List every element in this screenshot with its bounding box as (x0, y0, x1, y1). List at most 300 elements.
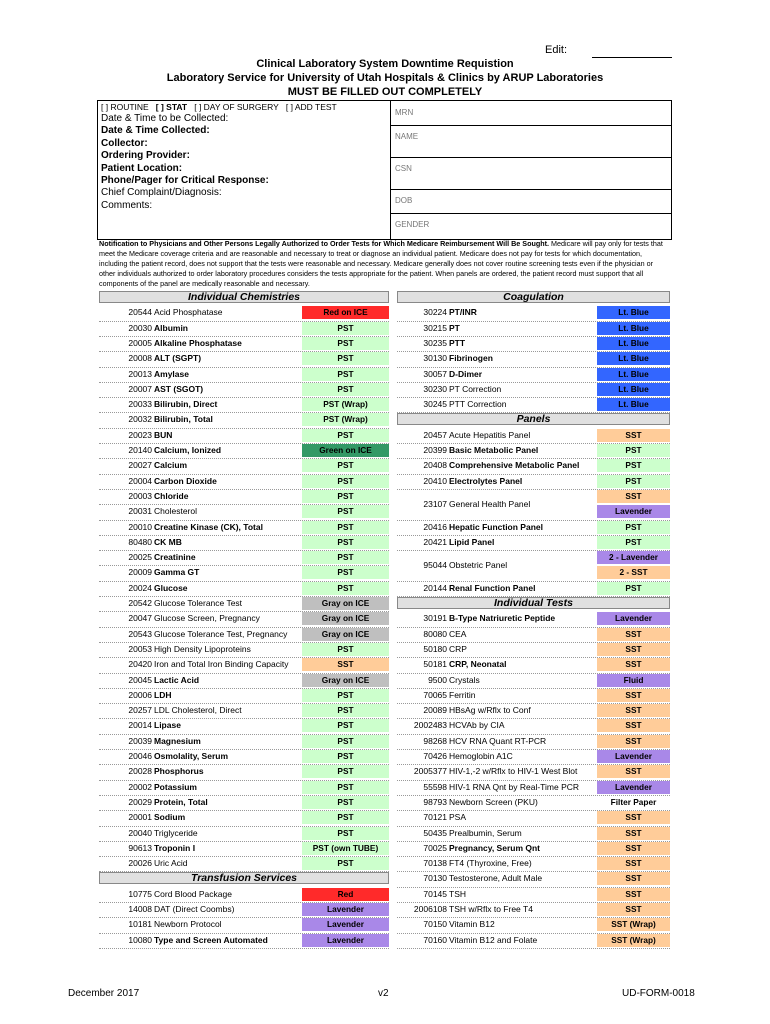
test-row[interactable] (397, 887, 670, 902)
day-of-surgery-checkbox[interactable]: [ ] DAY OF SURGERY (194, 102, 279, 112)
test-name: Type and Screen Automated (154, 934, 268, 945)
test-row[interactable] (397, 703, 670, 718)
tube-type: PST (302, 429, 389, 442)
tube-type: SST (597, 490, 670, 503)
test-row[interactable] (99, 887, 389, 902)
info-field-1[interactable]: Date & Time Collected: (101, 125, 210, 137)
test-row[interactable] (397, 871, 670, 886)
test-row[interactable] (99, 321, 389, 336)
test-name: PT Correction (449, 383, 502, 394)
test-code: 20001 (128, 812, 152, 823)
test-row[interactable] (397, 826, 670, 841)
tube-type: Lt. Blue (597, 398, 670, 411)
tube-type: PST (302, 352, 389, 365)
test-code: 80480 (128, 536, 152, 547)
test-name: HCVAb by CIA (449, 720, 505, 731)
tube-type: PST (597, 459, 670, 472)
add-test-checkbox[interactable]: [ ] ADD TEST (285, 102, 337, 112)
test-code: 20421 (423, 536, 447, 547)
test-row[interactable] (397, 428, 670, 443)
test-code: 20040 (128, 827, 152, 838)
tube-type: Lavender (597, 750, 670, 763)
test-code: 20542 (128, 598, 152, 608)
tube-type: PST (302, 857, 389, 870)
tube-type: PST (302, 827, 389, 840)
test-row[interactable] (99, 642, 389, 657)
test-row[interactable] (99, 596, 389, 611)
test-row[interactable] (99, 550, 389, 565)
tube-type: PST (302, 383, 389, 396)
section-header: Transfusion Services (99, 872, 389, 884)
tube-type: PST (302, 796, 389, 809)
test-row[interactable] (99, 305, 389, 320)
patient-mrn-field[interactable]: MRN (395, 108, 414, 117)
tube-type: Gray on ICE (302, 674, 389, 687)
tube-type: Lavender (597, 612, 670, 625)
patient-name-field[interactable]: NAME (395, 132, 419, 141)
info-divider (391, 189, 671, 190)
test-row[interactable] (397, 718, 670, 733)
tube-type: PST (302, 750, 389, 763)
test-row[interactable] (99, 351, 389, 366)
tube-type: Lavender (302, 903, 389, 916)
info-divider (391, 213, 671, 214)
test-row[interactable] (397, 902, 670, 917)
tube-type: SST (597, 429, 670, 442)
test-code: 20089 (423, 705, 447, 716)
test-row[interactable] (397, 367, 670, 382)
test-name: D-Dimer (449, 368, 483, 379)
tube-type: PST (302, 566, 389, 579)
test-code: 50181 (423, 659, 447, 670)
test-row[interactable] (99, 917, 389, 932)
test-code: 20029 (128, 796, 152, 807)
tube-type: PST (302, 582, 389, 595)
test-row[interactable] (397, 305, 670, 320)
test-name: Uric Acid (154, 858, 188, 869)
tube-type: SST (597, 628, 670, 641)
tube-type: PST (302, 704, 389, 717)
test-row[interactable] (99, 826, 389, 841)
test-code: 20002 (128, 781, 152, 792)
test-row[interactable] (99, 856, 389, 871)
test-code: 20140 (128, 445, 152, 455)
test-name: Magnesium (154, 735, 201, 746)
test-code: 20046 (128, 751, 152, 761)
tube-type: Green on ICE (302, 444, 389, 457)
tube-type: PST (302, 459, 389, 472)
section-header: Coagulation (397, 291, 670, 303)
section-header: Individual Tests (397, 597, 670, 609)
test-row[interactable] (397, 657, 670, 672)
test-row[interactable] (397, 734, 670, 749)
test-row[interactable] (99, 734, 389, 749)
patient-gender-field[interactable]: GENDER (395, 220, 430, 229)
tube-type: Lt. Blue (597, 337, 670, 350)
test-row[interactable] (397, 795, 670, 810)
test-code: 20005 (128, 337, 152, 348)
test-name: LDH (154, 689, 172, 700)
test-name: HCV RNA Quant RT-PCR (449, 735, 547, 746)
tube-type: PST (302, 765, 389, 778)
notice-heading: Notification to Physicians and Other Persons Legally Authorized to Order Tests for Which Medicare Reimbursement Will Be Sought. (99, 239, 550, 248)
test-row[interactable] (397, 933, 670, 948)
test-name: Bilirubin, Direct (154, 399, 218, 410)
form-subtitle: Laboratory Service for University of Utah Hospitals & Clinics by ARUP Laboratories (166, 72, 604, 84)
test-name: HIV-1,-2 w/Rflx to HIV-1 West Blot (449, 766, 578, 777)
test-row[interactable] (397, 458, 670, 473)
test-name: Acute Hepatitis Panel (449, 429, 531, 440)
test-row[interactable] (99, 688, 389, 703)
tube-type: PST (Wrap) (302, 398, 389, 411)
test-row[interactable] (397, 841, 670, 856)
test-row[interactable] (99, 535, 389, 550)
section-header: Panels (397, 413, 670, 425)
test-name: CK MB (154, 536, 182, 547)
test-name: Phosphorus (154, 766, 204, 777)
test-name: Glucose Screen, Pregnancy (154, 613, 260, 624)
test-name: ALT (SGPT) (154, 353, 202, 364)
test-code: 20030 (128, 322, 152, 333)
test-code: 20032 (128, 414, 152, 425)
tube-type: PST (Wrap) (302, 413, 389, 426)
tube-type: SST (597, 735, 670, 748)
test-name: B-Type Natriuretic Peptide (449, 613, 556, 624)
test-name: Comprehensive Metabolic Panel (449, 460, 580, 471)
test-name: Newborn Protocol (154, 919, 222, 930)
test-name: Newborn Screen (PKU) (449, 796, 538, 807)
test-name: BUN (154, 429, 173, 440)
test-row[interactable] (397, 627, 670, 642)
test-row[interactable] (397, 336, 670, 351)
tube-type: SST (597, 689, 670, 702)
test-code: 9500 (428, 674, 447, 685)
test-code: 20053 (128, 643, 152, 654)
tube-type: PST (302, 337, 389, 350)
test-code: 20144 (423, 582, 447, 593)
test-name: PT/INR (449, 307, 477, 318)
test-row[interactable] (397, 443, 670, 458)
test-row[interactable] (99, 520, 389, 535)
test-name: Carbon Dioxide (154, 475, 217, 486)
priority-row (101, 102, 337, 112)
test-row[interactable] (397, 749, 670, 764)
test-name: Basic Metabolic Panel (449, 445, 539, 455)
test-row[interactable] (99, 780, 389, 795)
tube-type: SST (597, 857, 670, 870)
info-field-5[interactable]: Phone/Pager for Critical Response: (101, 175, 269, 186)
tube-type: SST (Wrap) (597, 934, 670, 947)
test-code: 20008 (128, 353, 152, 364)
test-code: 20420 (128, 659, 152, 670)
test-row[interactable] (397, 581, 670, 596)
test-code: 20007 (128, 383, 152, 394)
test-code: 20039 (128, 735, 152, 746)
tube-type: Lavender (302, 918, 389, 931)
test-code: 98793 (423, 796, 447, 807)
tube-type: SST (597, 658, 670, 671)
info-field-3[interactable]: Ordering Provider: (101, 150, 190, 162)
test-row[interactable] (99, 749, 389, 764)
test-name: PTT Correction (449, 399, 507, 410)
test-row[interactable] (99, 428, 389, 443)
test-code: 70138 (423, 858, 447, 869)
tube-type: Gray on ICE (302, 628, 389, 641)
tube-type: SST (597, 827, 670, 840)
test-name: Alkaline Phosphatase (154, 337, 242, 348)
test-name: Vitamin B12 and Folate (449, 934, 538, 945)
test-row[interactable] (99, 412, 389, 427)
test-row[interactable] (99, 336, 389, 351)
test-row[interactable] (99, 397, 389, 412)
tube-type: Filter Paper (610, 796, 657, 807)
test-code: 10775 (128, 888, 152, 899)
test-code: 30191 (423, 613, 447, 624)
test-row[interactable] (397, 535, 670, 550)
test-code: 20026 (128, 858, 152, 869)
test-code: 23107 (423, 498, 447, 509)
tube-type-secondary: 2 - SST (597, 566, 670, 579)
test-name: Testosterone, Adult Male (449, 873, 543, 884)
test-code: 20416 (423, 521, 447, 532)
test-name: DAT (Direct Coombs) (154, 904, 235, 914)
info-field-7[interactable]: Comments: (101, 199, 153, 211)
test-name: FT4 (Thyroxine, Free) (449, 858, 532, 869)
test-row[interactable] (397, 520, 670, 535)
test-name: Chloride (154, 490, 189, 501)
test-row[interactable] (397, 382, 670, 397)
test-code: 10181 (128, 919, 152, 930)
tube-type: SST (597, 765, 670, 778)
tube-type: Red on ICE (302, 306, 389, 319)
test-name: PT (449, 322, 460, 333)
row-divider (397, 948, 670, 949)
test-row[interactable] (397, 489, 670, 520)
test-name: Gamma GT (154, 567, 200, 578)
tube-type: PST (597, 582, 670, 595)
test-row[interactable] (99, 810, 389, 825)
test-name: CRP (449, 643, 467, 654)
tube-type: Lt. Blue (597, 322, 670, 335)
tube-type: PST (302, 322, 389, 335)
patient-dob-field[interactable]: DOB (395, 196, 413, 205)
test-code: 30230 (423, 383, 447, 394)
test-code: 70150 (423, 919, 447, 930)
test-row[interactable] (397, 351, 670, 366)
test-row[interactable] (99, 581, 389, 596)
test-row[interactable] (397, 673, 670, 688)
test-row[interactable] (397, 780, 670, 795)
medicare-notice (99, 239, 670, 289)
test-code: 50435 (423, 827, 447, 838)
test-row[interactable] (397, 474, 670, 489)
test-code: 20408 (423, 460, 447, 471)
test-code: 30130 (423, 353, 447, 364)
test-code: 20003 (128, 490, 152, 501)
test-code: 70130 (423, 873, 447, 884)
form-instruction: MUST BE FILLED OUT COMPLETELY (287, 86, 483, 98)
test-row[interactable] (99, 504, 389, 519)
tube-type: PST (302, 536, 389, 549)
test-code: 70145 (423, 888, 447, 899)
test-name: Renal Function Panel (449, 582, 536, 593)
test-row[interactable] (99, 718, 389, 733)
test-row[interactable] (397, 550, 670, 581)
test-row[interactable] (99, 795, 389, 810)
test-row[interactable] (397, 856, 670, 871)
test-code: 55598 (423, 781, 447, 792)
test-name: High Density Lipoproteins (154, 643, 251, 654)
info-field-6[interactable]: Chief Complaint/Diagnosis: (101, 187, 222, 199)
test-name: LDL Cholesterol, Direct (154, 705, 242, 716)
test-row[interactable] (99, 703, 389, 718)
test-code: 20257 (128, 705, 152, 716)
test-row[interactable] (99, 841, 389, 856)
test-code: 10080 (128, 934, 152, 945)
test-name: Prealbumin, Serum (449, 827, 522, 838)
tube-type: SST (597, 643, 670, 656)
test-row[interactable] (99, 565, 389, 580)
test-code: 30215 (423, 322, 447, 333)
test-row[interactable] (397, 810, 670, 825)
test-name: Triglyceride (154, 827, 198, 838)
test-name: Calcium, Ionized (154, 445, 222, 455)
info-field-2[interactable]: Collector: (101, 137, 148, 149)
order-info-column (98, 101, 391, 239)
test-name: Ferritin (449, 689, 476, 700)
test-name: Sodium (154, 812, 186, 823)
tube-type: Lt. Blue (597, 352, 670, 365)
test-row[interactable] (397, 917, 670, 932)
test-code: 70121 (423, 812, 447, 823)
notice-body: Medicare will pay only for tests that meet the Medicare coverage criteria and are reasonable and necessary to treat or diagnose an individual patient. Medicare does not pay for tests for which documentation, including the patient record, does not support that the tests were reasonable and necessary. Medicare generally does not cover routine screening tests even if the physician or other individuals authorized to order laboratory procedures considers the tests appropriate for the patient. When panels are ordered, the patient record must support that all components of the panel are medically reasonable and necessary. (99, 239, 663, 288)
test-row[interactable] (99, 764, 389, 779)
test-name: Fibrinogen (449, 353, 493, 364)
test-code: 90613 (128, 842, 152, 853)
test-code: 20024 (128, 582, 152, 593)
test-code: 98268 (423, 735, 447, 746)
tube-type: SST (597, 842, 670, 855)
test-row[interactable] (99, 382, 389, 397)
test-row[interactable] (99, 443, 389, 458)
tube-type: PST (597, 444, 670, 457)
test-name: Hemoglobin A1C (449, 751, 513, 761)
test-row[interactable] (99, 489, 389, 504)
test-name: PTT (449, 337, 466, 348)
tube-type: Gray on ICE (302, 612, 389, 625)
test-row[interactable] (99, 367, 389, 382)
test-code: 2006108 (413, 904, 447, 914)
row-divider (99, 948, 389, 949)
test-code: 14008 (128, 904, 152, 914)
test-code: 20047 (128, 613, 152, 624)
test-row[interactable] (397, 642, 670, 657)
test-code: 20006 (128, 689, 152, 700)
tube-type: PST (597, 475, 670, 488)
test-code: 70160 (423, 934, 447, 945)
tube-type: PST (597, 536, 670, 549)
test-name: Protein, Total (154, 796, 208, 807)
tube-type: PST (302, 521, 389, 534)
tube-type: SST (302, 658, 389, 671)
tube-type: SST (597, 719, 670, 732)
test-name: CRP, Neonatal (449, 659, 507, 670)
test-name: PSA (449, 812, 467, 823)
tube-type: Fluid (597, 674, 670, 687)
test-code: 20410 (423, 475, 447, 486)
test-name: AST (SGOT) (154, 383, 204, 394)
test-row[interactable] (397, 764, 670, 779)
test-name: Lipid Panel (449, 536, 495, 547)
test-name: Glucose Tolerance Test (154, 598, 243, 608)
test-name: Cord Blood Package (154, 888, 232, 899)
patient-csn-field[interactable]: CSN (395, 164, 412, 173)
test-row[interactable] (99, 933, 389, 948)
test-row[interactable] (99, 611, 389, 626)
test-code: 20031 (128, 506, 152, 517)
test-row[interactable] (397, 688, 670, 703)
tube-type: PST (own TUBE) (302, 842, 389, 855)
test-code: 20399 (423, 445, 447, 455)
tube-type: SST (597, 903, 670, 916)
test-row[interactable] (99, 902, 389, 917)
test-code: 2002483 (413, 720, 447, 731)
tube-type: SST (597, 872, 670, 885)
test-code: 30245 (423, 399, 447, 410)
test-row[interactable] (99, 657, 389, 672)
test-name: TSH (449, 888, 466, 899)
tube-type: PST (302, 689, 389, 702)
test-row[interactable] (397, 321, 670, 336)
test-name: Cholesterol (154, 506, 197, 517)
info-field-4[interactable]: Patient Location: (101, 162, 183, 174)
test-name: Iron and Total Iron Binding Capacity (154, 659, 289, 670)
edit-label: Edit: (545, 44, 568, 56)
test-name: Hepatic Function Panel (449, 521, 543, 532)
test-name: Pregnancy, Serum Qnt (449, 842, 541, 853)
test-code: 70065 (423, 689, 447, 700)
footer-date: December 2017 (68, 988, 140, 999)
test-code: 50180 (423, 643, 447, 654)
tube-type: PST (302, 475, 389, 488)
form-title: Clinical Laboratory System Downtime Requistion (256, 58, 514, 70)
test-name: Lipase (154, 720, 181, 731)
test-name: Albumin (154, 322, 188, 333)
test-row[interactable] (99, 474, 389, 489)
test-code: 20543 (128, 628, 152, 639)
test-name: Bilirubin, Total (154, 414, 213, 425)
test-code: 80080 (423, 628, 447, 639)
tube-type: PST (302, 490, 389, 503)
test-row[interactable] (99, 627, 389, 642)
test-row[interactable] (397, 611, 670, 626)
tube-type: Lavender (597, 781, 670, 794)
test-row[interactable] (99, 458, 389, 473)
tube-type: PST (302, 735, 389, 748)
test-code: 20013 (128, 368, 152, 379)
info-field-0[interactable]: Date & Time to be Collected: (101, 113, 229, 124)
tube-type: SST (597, 888, 670, 901)
test-row[interactable] (99, 673, 389, 688)
tube-type: PST (302, 368, 389, 381)
test-code: 95044 (423, 559, 447, 570)
test-name: Lactic Acid (154, 674, 200, 685)
test-row[interactable] (397, 397, 670, 412)
stat-checkbox[interactable]: [ ] STAT (155, 102, 188, 112)
test-name: Glucose (154, 582, 188, 593)
tube-type: PST (302, 505, 389, 518)
routine-checkbox[interactable]: [ ] ROUTINE (101, 102, 149, 112)
